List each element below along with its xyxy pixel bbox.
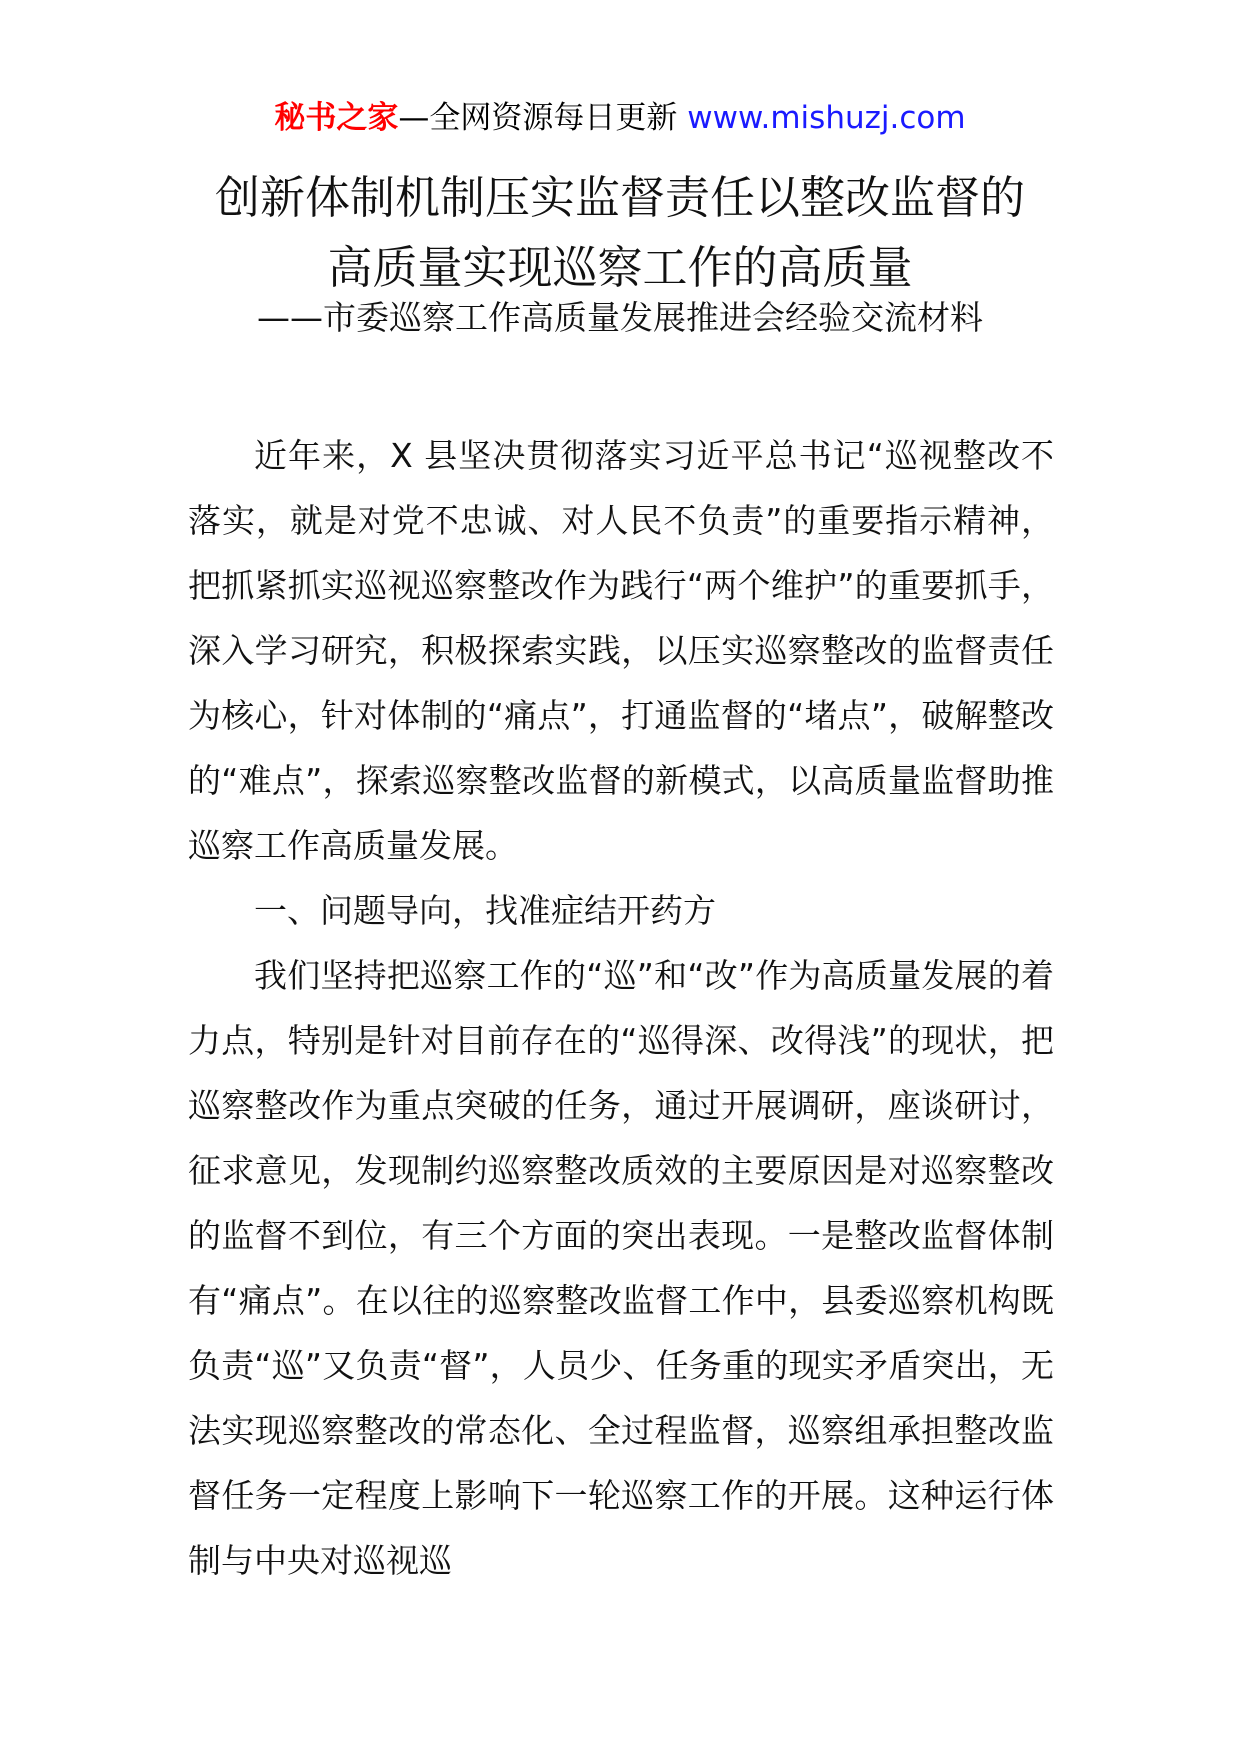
document-subtitle: ——市委巡察工作高质量发展推进会经验交流材料 xyxy=(257,298,983,337)
title-line-1: 创新体制机制压实监督责任以整改监督的 xyxy=(214,171,1025,224)
document-title xyxy=(0,163,1240,303)
body-paragraph: 近年来，X 县坚决贯彻落实习近平总书记“巡视整改不落实，就是对党不忠诚、对人民不负责”的重要指示精神，把抓紧抓实巡视巡察整改作为践行“两个维护”的重要抓手，深入学习研究，积极探索实践，以压实巡察整改的监督责任为核心，针对体制的“痛点”，打通监督的“堵点”，破解整改的“难点”，探索巡察整改监督的新模式，以高质量监督助推巡察工作高质量发展。 xyxy=(188,436,1054,865)
section-heading: 一、问题导向，找准症结开药方 xyxy=(254,891,716,930)
document-body xyxy=(188,423,1054,1593)
site-header xyxy=(0,98,1240,138)
title-line-2: 高质量实现巡察工作的高质量 xyxy=(327,241,913,294)
header-tagline: —全网资源每日更新 xyxy=(398,100,678,136)
site-url-link[interactable]: www.mishuzj.com xyxy=(687,100,966,136)
brand-name: 秘书之家 xyxy=(274,100,399,136)
body-paragraph: 我们坚持把巡察工作的“巡”和“改”作为高质量发展的着力点，特别是针对目前存在的“巡得深、改得浅”的现状，把巡察整改作为重点突破的任务，通过开展调研，座谈研讨，征求意见，发现制约巡察整改质效的主要原因是对巡察整改的监督不到位，有三个方面的突出表现。一是整改监督体制有“痛点”。在以往的巡察整改监督工作中，县委巡察机构既负责“巡”又负责“督”，人员少、任务重的现实矛盾突出，无法实现巡察整改的常态化、全过程监督，巡察组承担整改监督任务一定程度上影响下一轮巡察工作的开展。这种运行体制与中央对巡视巡 xyxy=(188,956,1054,1580)
